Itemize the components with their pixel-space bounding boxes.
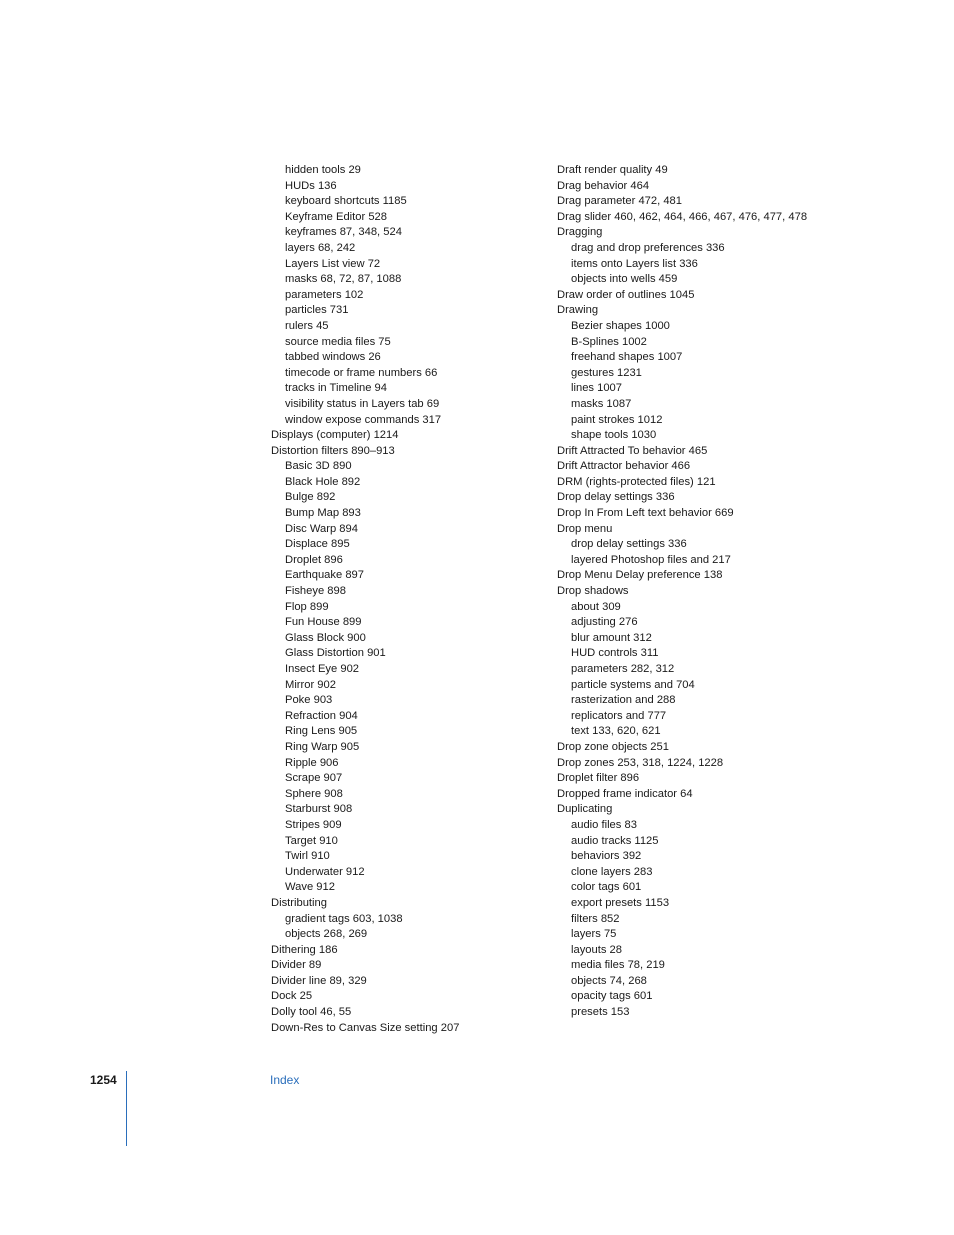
- index-subentry: audio tracks 1125: [571, 834, 659, 847]
- index-entry: Drag behavior 464: [557, 179, 650, 192]
- index-subentry: presets 153: [571, 1006, 630, 1019]
- index-entry: Divider 89: [271, 959, 322, 972]
- index-entry: Draw order of outlines 1045: [557, 288, 695, 301]
- index-entry: Drift Attracted To behavior 465: [557, 444, 708, 457]
- index-subentry: Bulge 892: [285, 491, 336, 504]
- index-entry: Dock 25: [271, 990, 313, 1003]
- index-entry: Distortion filters 890–913: [271, 444, 395, 457]
- index-subentry: particles 731: [285, 304, 349, 317]
- index-subentry: Fun House 899: [285, 616, 362, 629]
- index-subentry: Scrape 907: [285, 772, 343, 785]
- index-entry: Drag slider 460, 462, 464, 466, 467, 476, 477, 478: [557, 210, 808, 223]
- index-subentry: drop delay settings 336: [571, 538, 687, 551]
- index-subentry: Sphere 908: [285, 787, 343, 800]
- index-entry: Dropped frame indicator 64: [557, 787, 693, 800]
- index-entry: Divider line 89, 329: [271, 974, 367, 987]
- index-subentry: layered Photoshop files and 217: [571, 553, 731, 566]
- index-subentry: behaviors 392: [571, 850, 642, 863]
- index-subentry: lines 1007: [571, 382, 623, 395]
- index-entry: Distributing: [271, 896, 327, 909]
- index-subentry: objects into wells 459: [571, 273, 678, 286]
- index-subentry: Basic 3D 890: [285, 460, 352, 473]
- index-subentry: opacity tags 601: [571, 990, 653, 1003]
- index-entry: Drag parameter 472, 481: [557, 195, 683, 208]
- index-subentry: Glass Block 900: [285, 631, 366, 644]
- index-subentry: tracks in Timeline 94: [285, 382, 387, 395]
- index-subentry: particle systems and 704: [571, 678, 695, 691]
- index-subentry: blur amount 312: [571, 631, 652, 644]
- index-entry: Drop menu: [557, 522, 613, 535]
- index-subentry: objects 74, 268: [571, 974, 647, 987]
- index-column-right: [557, 163, 847, 1021]
- index-subentry: Mirror 902: [285, 678, 336, 691]
- index-subentry: objects 268, 269: [285, 928, 368, 941]
- section-title: Index: [270, 1073, 300, 1087]
- index-subentry: Black Hole 892: [285, 475, 361, 488]
- index-subentry: hidden tools 29: [285, 164, 361, 176]
- index-entry: Drop In From Left text behavior 669: [557, 507, 734, 520]
- index-subentry: drag and drop preferences 336: [571, 241, 725, 254]
- index-subentry: Bezier shapes 1000: [571, 319, 670, 332]
- index-subentry: Ripple 906: [285, 756, 339, 769]
- page-number: 1254: [90, 1073, 117, 1087]
- index-entry: Displays (computer) 1214: [271, 429, 399, 442]
- index-subentry: Insect Eye 902: [285, 663, 360, 675]
- index-subentry: Fisheye 898: [285, 585, 346, 598]
- index-subentry: Disc Warp 894: [285, 522, 358, 535]
- index-column-left: [271, 163, 541, 1036]
- index-subentry: layouts 28: [571, 943, 622, 956]
- index-subentry: keyboard shortcuts 1185: [285, 195, 407, 208]
- index-subentry: Displace 895: [285, 538, 350, 551]
- index-entry: DRM (rights-protected files) 121: [557, 475, 716, 488]
- index-subentry: Keyframe Editor 528: [285, 210, 387, 223]
- index-subentry: Refraction 904: [285, 709, 358, 722]
- index-subentry: Glass Distortion 901: [285, 647, 386, 660]
- index-subentry: keyframes 87, 348, 524: [285, 226, 402, 239]
- index-subentry: paint strokes 1012: [571, 413, 663, 426]
- index-subentry: Bump Map 893: [285, 507, 361, 520]
- index-subentry: layers 68, 242: [285, 241, 356, 254]
- index-subentry: Droplet 896: [285, 553, 343, 566]
- index-subentry: items onto Layers list 336: [571, 257, 698, 270]
- index-subentry: freehand shapes 1007: [571, 351, 683, 364]
- index-subentry: masks 68, 72, 87, 1088: [285, 273, 402, 286]
- index-subentry: about 309: [571, 600, 621, 613]
- index-entry: Down-Res to Canvas Size setting 207: [271, 1021, 460, 1034]
- index-subentry: tabbed windows 26: [285, 351, 381, 364]
- index-subentry: adjusting 276: [571, 616, 638, 629]
- index-subentry: Underwater 912: [285, 865, 365, 878]
- index-entry: Drawing: [557, 304, 599, 317]
- index-subentry: color tags 601: [571, 881, 642, 894]
- index-subentry: visibility status in Layers tab 69: [285, 397, 440, 410]
- index-subentry: parameters 282, 312: [571, 663, 675, 675]
- index-subentry: Flop 899: [285, 600, 329, 613]
- index-subentry: source media files 75: [285, 335, 391, 348]
- index-subentry: Starburst 908: [285, 803, 353, 816]
- index-entry: Drift Attractor behavior 466: [557, 460, 691, 473]
- index-subentry: parameters 102: [285, 288, 364, 301]
- index-subentry: rasterization and 288: [571, 694, 676, 707]
- index-subentry: timecode or frame numbers 66: [285, 366, 438, 379]
- index-entry: Duplicating: [557, 803, 613, 816]
- index-subentry: Target 910: [285, 834, 338, 847]
- index-subentry: Wave 912: [285, 881, 335, 894]
- index-subentry: Stripes 909: [285, 818, 342, 831]
- index-subentry: audio files 83: [571, 818, 637, 831]
- index-subentry: B-Splines 1002: [571, 335, 647, 348]
- index-subentry: Ring Warp 905: [285, 740, 360, 753]
- index-entry: Drop zones 253, 318, 1224, 1228: [557, 756, 724, 769]
- index-subentry: gestures 1231: [571, 366, 642, 379]
- index-subentry: replicators and 777: [571, 709, 667, 722]
- index-subentry: Twirl 910: [285, 850, 330, 863]
- index-entry: Droplet filter 896: [557, 772, 640, 785]
- index-subentry: HUDs 136: [285, 179, 337, 192]
- index-subentry: Earthquake 897: [285, 569, 364, 582]
- index-subentry: clone layers 283: [571, 865, 653, 878]
- index-subentry: filters 852: [571, 912, 620, 925]
- index-subentry: text 133, 620, 621: [571, 725, 661, 738]
- footer-divider: [126, 1071, 127, 1146]
- index-subentry: Ring Lens 905: [285, 725, 358, 738]
- index-subentry: Layers List view 72: [285, 257, 381, 270]
- index-subentry: gradient tags 603, 1038: [285, 912, 403, 925]
- index-subentry: shape tools 1030: [571, 429, 657, 442]
- index-subentry: HUD controls 311: [571, 647, 659, 660]
- index-subentry: masks 1087: [571, 397, 632, 410]
- index-subentry: export presets 1153: [571, 896, 670, 909]
- index-entry: Dragging: [557, 226, 603, 239]
- index-subentry: window expose commands 317: [285, 413, 442, 426]
- index-subentry: layers 75: [571, 928, 617, 941]
- index-entry: Draft render quality 49: [557, 164, 668, 176]
- index-subentry: media files 78, 219: [571, 959, 665, 972]
- index-entry: Drop shadows: [557, 585, 629, 598]
- index-subentry: Poke 903: [285, 694, 333, 707]
- index-entry: Dithering 186: [271, 943, 338, 956]
- index-entry: Drop Menu Delay preference 138: [557, 569, 723, 582]
- index-entry: Drop zone objects 251: [557, 740, 669, 753]
- index-entry: Dolly tool 46, 55: [271, 1006, 352, 1019]
- index-entry: Drop delay settings 336: [557, 491, 675, 504]
- index-subentry: rulers 45: [285, 319, 329, 332]
